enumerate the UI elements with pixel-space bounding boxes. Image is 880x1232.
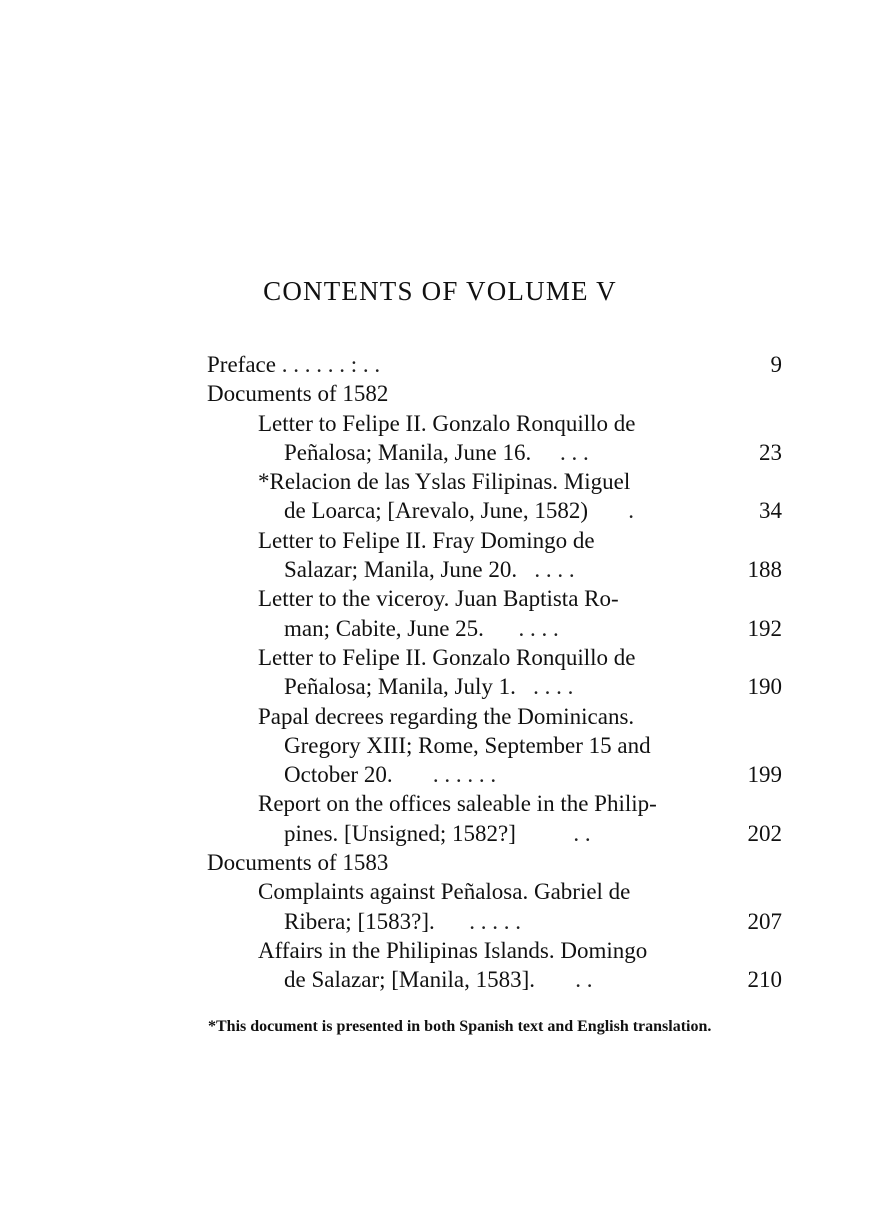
toc-entry-text: Peñalosa; Manila, June 16. bbox=[284, 439, 532, 465]
page-number: 23 bbox=[759, 439, 782, 465]
toc-entry bbox=[207, 409, 782, 438]
page-number: 188 bbox=[747, 557, 782, 583]
page-number: 192 bbox=[747, 615, 782, 641]
toc-entry bbox=[207, 789, 782, 818]
toc-entry-text: Papal decrees regarding the Dominicans. bbox=[258, 703, 635, 729]
toc-entry-continuation bbox=[207, 438, 782, 467]
toc-entry-text: October 20. bbox=[284, 762, 393, 788]
leader-dots: . . . bbox=[559, 439, 589, 465]
toc-entry-text: Affairs in the Philipinas Islands. Domingo bbox=[258, 937, 648, 963]
toc-entry-text: Peñalosa; Manila, July 1. bbox=[284, 674, 516, 700]
toc-entry bbox=[207, 877, 782, 906]
toc-entry-continuation bbox=[207, 760, 782, 789]
toc-entry-text: Letter to Felipe II. Fray Domingo de bbox=[258, 527, 595, 553]
toc-entry bbox=[207, 643, 782, 672]
page-number: 210 bbox=[747, 967, 782, 993]
leader-dots: . . . . . bbox=[469, 908, 521, 934]
section-heading-1583 bbox=[207, 848, 782, 877]
leader-dots: . . bbox=[575, 967, 593, 993]
page-number: 34 bbox=[759, 498, 782, 524]
leader-dots: . bbox=[628, 498, 634, 524]
toc-entry-continuation bbox=[207, 819, 782, 848]
toc-entry-text: *Relacion de las Yslas Filipinas. Miguel bbox=[258, 469, 631, 495]
page-number: 199 bbox=[747, 762, 782, 788]
toc-entry-text: Ribera; [1583?]. bbox=[284, 908, 435, 934]
table-of-contents bbox=[207, 350, 782, 995]
toc-entry bbox=[207, 526, 782, 555]
leader-dots: . . . . . . : . . bbox=[281, 352, 381, 377]
toc-entry-text: Letter to Felipe II. Gonzalo Ronquillo de bbox=[258, 410, 636, 436]
toc-entry bbox=[207, 467, 782, 496]
toc-entry-text: Report on the offices saleable in the Philip- bbox=[258, 791, 657, 817]
toc-entry-text: Letter to the viceroy. Juan Baptista Ro- bbox=[258, 586, 619, 612]
footnote: *This document is presented in both Spanish text and English translation. bbox=[208, 1018, 712, 1035]
page-title: CONTENTS OF VOLUME V bbox=[263, 276, 617, 306]
toc-entry-preface bbox=[207, 350, 782, 379]
toc-entry bbox=[207, 584, 782, 613]
toc-entry-continuation bbox=[207, 672, 782, 701]
toc-entry-text: Documents of 1582 bbox=[207, 381, 389, 407]
leader-dots: . . . . bbox=[533, 674, 574, 700]
toc-entry-text: pines. [Unsigned; 1582?] bbox=[284, 820, 516, 846]
toc-entry-text: Documents of 1583 bbox=[207, 850, 389, 876]
toc-entry-text: de Salazar; [Manila, 1583]. bbox=[284, 967, 535, 993]
page-number: 190 bbox=[747, 674, 782, 700]
toc-entry-continuation bbox=[207, 496, 782, 525]
leader-dots: . . . . bbox=[518, 615, 559, 641]
toc-entry-text: Preface bbox=[207, 352, 276, 377]
toc-entry-text: de Loarca; [Arevalo, June, 1582) bbox=[284, 498, 588, 524]
toc-entry-text: Gregory XIII; Rome, September 15 and bbox=[284, 732, 651, 758]
leader-dots: . . . . . . bbox=[432, 762, 497, 788]
toc-entry-continuation bbox=[207, 614, 782, 643]
toc-entry bbox=[207, 702, 782, 731]
toc-entry-text: Letter to Felipe II. Gonzalo Ronquillo de bbox=[258, 644, 636, 670]
toc-entry-text: Salazar; Manila, June 20. bbox=[284, 557, 518, 583]
leader-dots: . . . . bbox=[534, 557, 575, 583]
page-number: 207 bbox=[747, 908, 782, 934]
toc-entry-continuation bbox=[207, 555, 782, 584]
section-heading-1582 bbox=[207, 379, 782, 408]
toc-entry bbox=[207, 936, 782, 965]
toc-entry-text: man; Cabite, June 25. bbox=[284, 615, 484, 641]
toc-entry-text: Complaints against Peñalosa. Gabriel de bbox=[258, 879, 631, 905]
toc-entry-continuation bbox=[207, 731, 782, 760]
page-number: 202 bbox=[747, 820, 782, 846]
leader-dots: . . bbox=[573, 820, 591, 846]
toc-entry-continuation bbox=[207, 965, 782, 994]
page-number: 9 bbox=[770, 352, 782, 377]
toc-entry-continuation bbox=[207, 907, 782, 936]
